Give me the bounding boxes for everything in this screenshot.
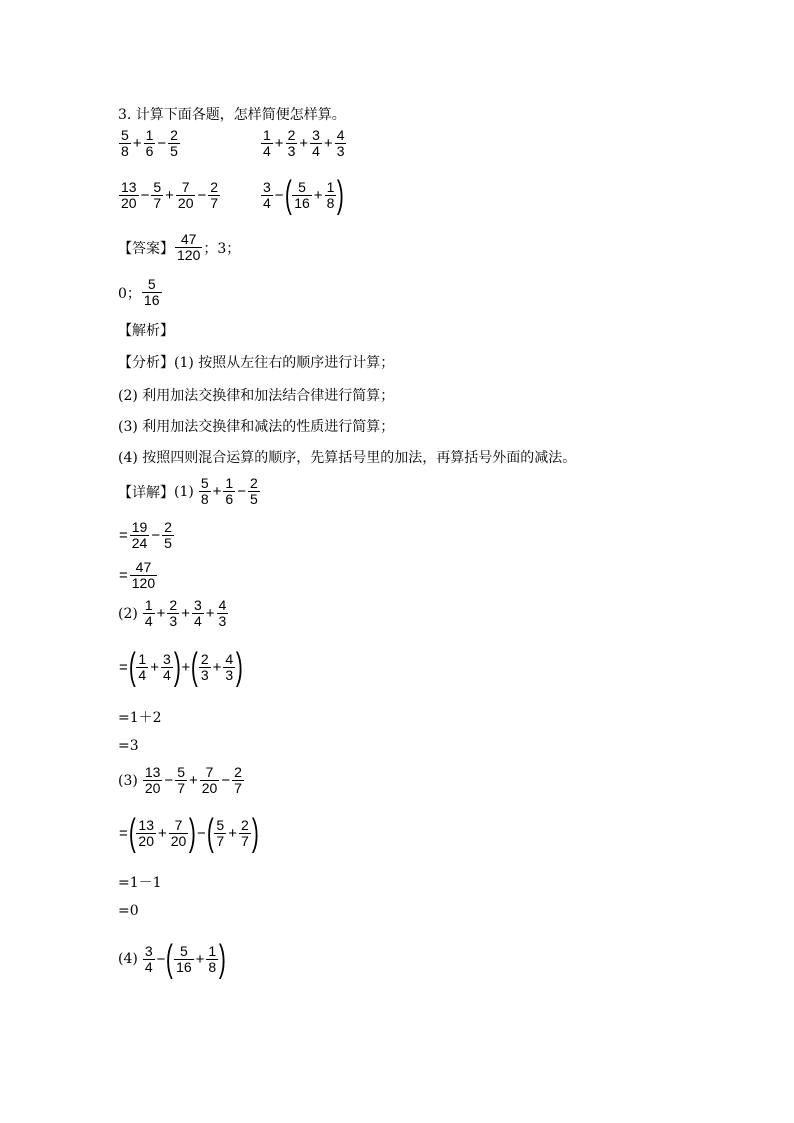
fraction: $\frac{2}{7}$: [234, 764, 242, 796]
minus-sign: −: [157, 135, 167, 152]
plus-sign: +: [150, 658, 159, 676]
plus-sign: +: [158, 824, 167, 842]
analysis-line-4: [118, 447, 576, 467]
equals-sign: =: [119, 567, 128, 584]
plus-sign: +: [212, 483, 222, 500]
question-text: 3. 计算下面各题，怎样简便怎样算。: [118, 107, 346, 123]
fraction: $\frac{2}{5}$: [249, 475, 258, 507]
detail-1-step-2: [118, 560, 158, 591]
detail-2-step-2: [118, 707, 162, 727]
plus-sign: +: [228, 824, 237, 842]
fraction: $\frac{4}{3}$: [336, 127, 345, 159]
detail-4-expr: [118, 940, 226, 978]
step-label: (3): [118, 772, 138, 789]
minus-sign: −: [197, 824, 206, 842]
detail-2-step-1: [118, 648, 243, 686]
plus-sign: +: [132, 135, 142, 152]
analysis-line-2: [118, 385, 394, 405]
detail-3-step-2: [118, 872, 162, 892]
fraction: $\frac{5}{8}$: [200, 475, 209, 507]
plus-sign: +: [195, 950, 205, 968]
fraction: $\frac{2}{3}$: [169, 597, 178, 629]
analysis-heading-text: 【解析】: [118, 323, 174, 339]
answer-line-2: [118, 277, 163, 308]
left-paren: (: [191, 646, 199, 688]
fraction: $\frac{19}{24}$: [131, 519, 148, 551]
plus-sign: +: [165, 187, 174, 204]
minus-sign: −: [140, 187, 150, 204]
step-label: (1): [174, 483, 194, 500]
fraction: $\frac{1}{4}$: [144, 597, 153, 629]
fraction: $\frac{3}{4}$: [193, 597, 202, 629]
fraction: $\frac{1}{4}$: [263, 127, 271, 159]
detail-3-expr: [118, 765, 245, 796]
left-paren: (: [128, 646, 136, 688]
step-text: =0: [118, 903, 139, 919]
fraction: $\frac{47}{120}$: [131, 559, 156, 591]
fraction: $\frac{4}{3}$: [225, 650, 234, 683]
minus-sign: −: [197, 187, 207, 204]
left-paren: (: [166, 938, 174, 980]
problem-1: [118, 128, 181, 159]
analysis-line-3: [118, 416, 394, 436]
fraction: $\frac{5}{16}$: [294, 178, 310, 211]
analysis-text: (4) 按照四则混合运算的顺序，先算括号里的加法，再算括号外面的减法。: [118, 450, 577, 466]
fraction: $\frac{1}{4}$: [138, 650, 147, 683]
fraction: $\frac{1}{6}$: [145, 127, 154, 159]
answer-line-1: [118, 232, 240, 263]
minus-sign: −: [151, 527, 161, 544]
fraction: $\frac{2}{3}$: [287, 127, 296, 159]
question-title: [118, 104, 346, 124]
minus-sign: −: [221, 772, 231, 789]
analysis-text: (2) 利用加法交换律和加法结合律进行简算；: [118, 388, 395, 404]
fraction: $\frac{3}{4}$: [263, 178, 271, 211]
fraction: $\frac{3}{4}$: [312, 127, 320, 159]
step-text: =1－1: [118, 875, 162, 891]
right-paren: ): [189, 812, 197, 854]
fraction: $\frac{5}{16}$: [143, 276, 160, 308]
fraction: $\frac{5}{16}$: [176, 942, 192, 975]
plus-sign: +: [323, 135, 333, 152]
detail-1-step-1: [118, 520, 175, 551]
fraction: $\frac{2}{5}$: [170, 127, 178, 159]
fraction: $\frac{1}{8}$: [326, 178, 335, 211]
fraction: $\frac{7}{20}$: [177, 179, 194, 211]
left-paren: (: [128, 812, 136, 854]
fraction: $\frac{4}{3}$: [218, 597, 227, 629]
fraction: $\frac{3}{4}$: [144, 942, 153, 975]
plus-sign: +: [188, 772, 198, 789]
equals-sign: =: [119, 824, 128, 842]
equals-sign: =: [119, 527, 128, 544]
plus-sign: +: [156, 605, 166, 622]
step-label: (2): [118, 605, 138, 622]
plus-sign: +: [205, 605, 215, 622]
fraction: $\frac{2}{7}$: [210, 179, 219, 211]
detail-2-expr: [118, 598, 229, 629]
fraction: $\frac{1}{8}$: [208, 942, 217, 975]
fraction: $\frac{3}{4}$: [162, 650, 171, 683]
problem-2: [260, 128, 347, 159]
minus-sign: −: [274, 186, 284, 204]
analysis-heading: [118, 320, 174, 340]
left-paren: (: [284, 174, 292, 216]
right-paren: ): [173, 646, 181, 688]
fraction: $\frac{5}{7}$: [216, 816, 225, 849]
minus-sign: −: [156, 950, 166, 968]
fraction: $\frac{2}{7}$: [240, 816, 249, 849]
fraction: $\frac{13}{20}$: [144, 764, 161, 796]
step-text: =1＋2: [118, 710, 162, 726]
fraction: $\frac{13}{20}$: [138, 816, 154, 849]
fraction: $\frac{5}{7}$: [153, 179, 162, 211]
minus-sign: −: [237, 483, 246, 500]
detail-3-step-1: [118, 814, 258, 852]
problem-4: [260, 176, 344, 214]
right-paren: ): [219, 938, 227, 980]
plus-sign: +: [299, 135, 309, 152]
plus-sign: +: [313, 186, 323, 204]
detail-1-expr: [118, 476, 261, 507]
analysis-label: 【分析】: [118, 355, 174, 371]
equals-sign: =: [119, 658, 128, 676]
answer-third: 0；: [118, 285, 141, 302]
detail-2-step-3: [118, 738, 139, 754]
fraction: $\frac{1}{6}$: [225, 475, 234, 507]
fraction: $\frac{5}{7}$: [177, 764, 185, 796]
fraction: $\frac{2}{3}$: [200, 650, 209, 683]
right-paren: ): [236, 646, 244, 688]
plus-sign: +: [181, 658, 191, 676]
fraction: $\frac{47}{120}$: [177, 231, 201, 263]
right-paren: ): [337, 174, 345, 216]
step-label: (4): [118, 951, 138, 967]
detail-label: 【详解】: [118, 484, 174, 501]
analysis-text: (1) 按照从左往右的顺序进行计算；: [174, 355, 395, 371]
analysis-line-1: [118, 352, 394, 372]
right-paren: ): [251, 812, 259, 854]
fraction: $\frac{7}{20}$: [170, 816, 187, 849]
plus-sign: +: [212, 658, 222, 676]
fraction: $\frac{5}{8}$: [121, 127, 129, 159]
step-text: =3: [118, 738, 139, 754]
answer-label: 【答案】: [118, 240, 174, 257]
fraction: $\frac{2}{5}$: [164, 519, 172, 551]
left-paren: (: [206, 812, 214, 854]
fraction: $\frac{13}{20}$: [121, 179, 137, 211]
fraction: $\frac{7}{20}$: [201, 764, 218, 796]
problem-3: [118, 180, 221, 211]
detail-3-step-3: [118, 903, 139, 919]
minus-sign: −: [164, 772, 174, 789]
plus-sign: +: [274, 135, 284, 152]
analysis-text: (3) 利用加法交换律和减法的性质进行简算；: [118, 419, 395, 435]
answer-sep: ；3；: [203, 240, 241, 257]
plus-sign: +: [181, 605, 190, 622]
